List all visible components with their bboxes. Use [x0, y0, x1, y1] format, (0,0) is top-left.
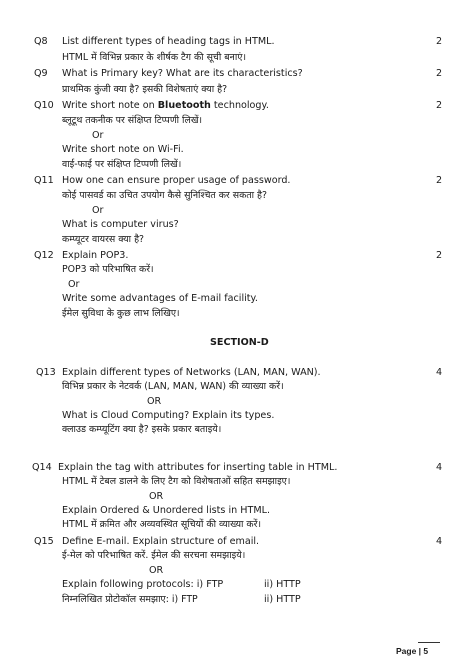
- q8-marks: 2: [436, 36, 443, 47]
- q14-english: Explain the tag with attributes for inserting table in HTML.: [58, 462, 338, 473]
- q9-english: What is Primary key? What are its characteristics?: [62, 68, 303, 79]
- q15-english: Define E-mail. Explain structure of email.: [62, 536, 260, 547]
- q11-or: Or: [92, 205, 104, 216]
- q13-alt-english: What is Cloud Computing? Explain its types.: [62, 410, 275, 421]
- q11-hindi: कोई पासवर्ड का उचित उपयोग कैसे सुनिश्चित कर सकता है?: [62, 190, 267, 201]
- q15-protocols-english-http: ii) HTTP: [264, 579, 301, 590]
- q10-english: Write short note on Bluetooth technology.: [62, 100, 269, 111]
- q15-hindi: ई-मेल को परिभाषित करें. ईमेल की सरचना समझाइये।: [62, 550, 246, 561]
- q11-alt-english: What is computer virus?: [62, 219, 179, 230]
- q13-or: OR: [147, 396, 162, 407]
- q10-alt-hindi: वाई-फाई पर संक्षिप्त टिप्पणी लिखें।: [62, 159, 182, 170]
- q11-marks: 2: [436, 175, 443, 186]
- q8-number: Q8: [34, 36, 48, 47]
- q11-number: Q11: [34, 175, 54, 186]
- q11-alt-hindi: कम्प्यूटर वायरस क्या है?: [62, 234, 145, 245]
- q13-marks: 4: [436, 367, 443, 378]
- q8-english: List different types of heading tags in HTML.: [62, 36, 275, 47]
- q15-protocols-hindi-http: ii) HTTP: [264, 594, 301, 605]
- q10-hindi: ब्लूटूथ तकनीक पर संक्षिप्त टिप्पणी लिखें।: [62, 115, 203, 126]
- q14-hindi: HTML में टेबल डालने के लिए टैग को विशेषताओं सहित समझाइए।: [62, 476, 291, 487]
- q12-marks: 2: [436, 250, 443, 261]
- page-number: Page | 5: [396, 646, 429, 656]
- q12-number: Q12: [34, 250, 54, 261]
- q12-alt-hindi: ईमेल सुविधा के कुछ लाभ लिखिए।: [62, 308, 180, 319]
- q14-marks: 4: [436, 462, 443, 473]
- q12-hindi: POP3 को परिभाषित करें।: [62, 264, 154, 275]
- q9-number: Q9: [34, 68, 48, 79]
- q13-alt-hindi: क्लाउड कम्प्यूटिंग क्या है? इसके प्रकार बताइये।: [62, 424, 222, 435]
- q9-marks: 2: [436, 68, 443, 79]
- q10-number: Q10: [34, 100, 54, 111]
- q13-english: Explain different types of Networks (LAN, MAN, WAN).: [62, 367, 321, 378]
- q12-alt-english: Write some advantages of E-mail facility.: [62, 293, 258, 304]
- q11-english: How one can ensure proper usage of password.: [62, 175, 291, 186]
- footer-divider: [418, 642, 440, 643]
- q15-protocols-english: Explain following protocols: i) FTP: [62, 579, 224, 590]
- q15-or: OR: [149, 565, 164, 576]
- q12-or: Or: [68, 279, 80, 290]
- q15-number: Q15: [34, 536, 54, 547]
- section-heading: SECTION-D: [210, 337, 269, 348]
- q10-marks: 2: [436, 100, 443, 111]
- q10-alt-english: Write short note on Wi-Fi.: [62, 144, 184, 155]
- q15-marks: 4: [436, 536, 443, 547]
- q14-alt-english: Explain Ordered & Unordered lists in HTML.: [62, 505, 270, 516]
- q14-alt-hindi: HTML में क्रमित और अव्यवस्थित सूचियों की व्याख्या करें।: [62, 519, 262, 530]
- q15-protocols-hindi: निम्नलिखित प्रोटोकॉल समझाए: i) FTP: [62, 594, 198, 605]
- q14-or: OR: [149, 491, 164, 502]
- q13-hindi: विभिन्न प्रकार के नेटवर्क (LAN, MAN, WAN) की व्याख्या करें।: [62, 381, 284, 392]
- q13-number: Q13: [36, 367, 56, 378]
- q10-or: Or: [92, 130, 104, 141]
- q8-hindi: HTML में विभिन्न प्रकार के शीर्षक टैग की सूची बनाएं।: [62, 52, 247, 63]
- q9-hindi: प्राथमिक कुंजी क्या है? इसकी विशेषताएं क्या है?: [62, 84, 228, 95]
- q12-english: Explain POP3.: [62, 250, 129, 261]
- q14-number: Q14: [32, 462, 52, 473]
- q10-bluetooth-bold: Bluetooth: [157, 100, 211, 111]
